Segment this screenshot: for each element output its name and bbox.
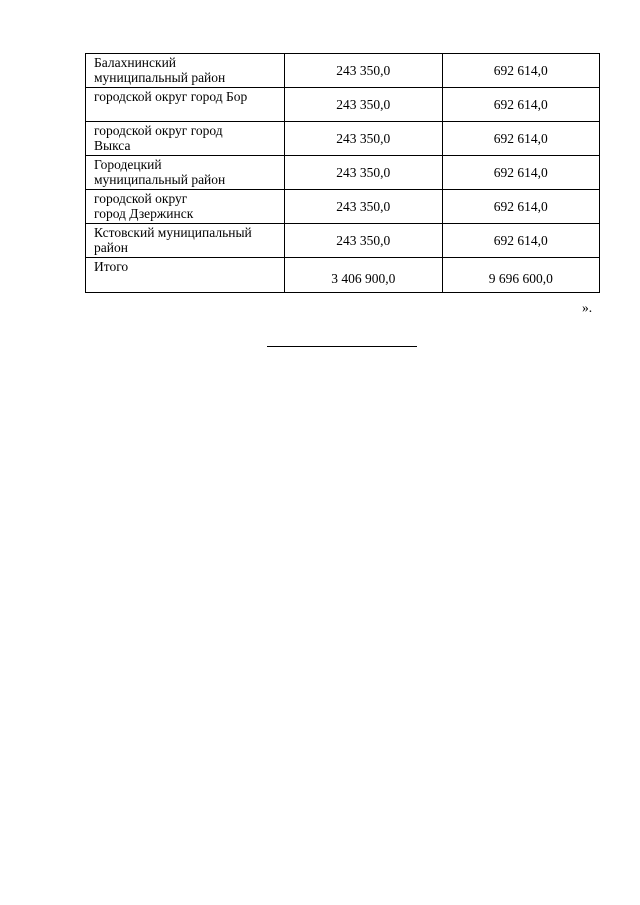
amount-col1: 243 350,0 <box>285 88 443 122</box>
amount-col2: 692 614,0 <box>442 54 600 88</box>
table-row <box>86 156 600 190</box>
amount-col2: 692 614,0 <box>442 224 600 258</box>
district-name: Кстовский муниципальный район <box>86 224 285 258</box>
table-row <box>86 190 600 224</box>
amount-col1: 243 350,0 <box>285 54 443 88</box>
table-row <box>86 88 600 122</box>
district-name: Балахнинский муниципальный район <box>86 54 285 88</box>
district-name: городской округ город Дзержинск <box>86 190 285 224</box>
amount-col2: 692 614,0 <box>442 122 600 156</box>
amount-col2: 692 614,0 <box>442 190 600 224</box>
budget-table <box>85 53 600 293</box>
closing-quote-mark: ». <box>582 300 593 315</box>
amount-col1: 243 350,0 <box>285 122 443 156</box>
total-col1: 3 406 900,0 <box>285 258 443 293</box>
amount-col1: 243 350,0 <box>285 156 443 190</box>
district-name: Городецкий муниципальный район <box>86 156 285 190</box>
amount-col2: 692 614,0 <box>442 156 600 190</box>
amount-col1: 243 350,0 <box>285 224 443 258</box>
district-name: городской округ город Выкса <box>86 122 285 156</box>
amount-col1: 243 350,0 <box>285 190 443 224</box>
table-row <box>86 122 600 156</box>
total-row <box>86 258 600 293</box>
amount-col2: 692 614,0 <box>442 88 600 122</box>
total-label: Итого <box>86 258 285 293</box>
district-name: городской округ город Бор <box>86 88 285 122</box>
table-row <box>86 54 600 88</box>
table-row <box>86 224 600 258</box>
separator-line <box>267 346 417 347</box>
total-col2: 9 696 600,0 <box>442 258 600 293</box>
